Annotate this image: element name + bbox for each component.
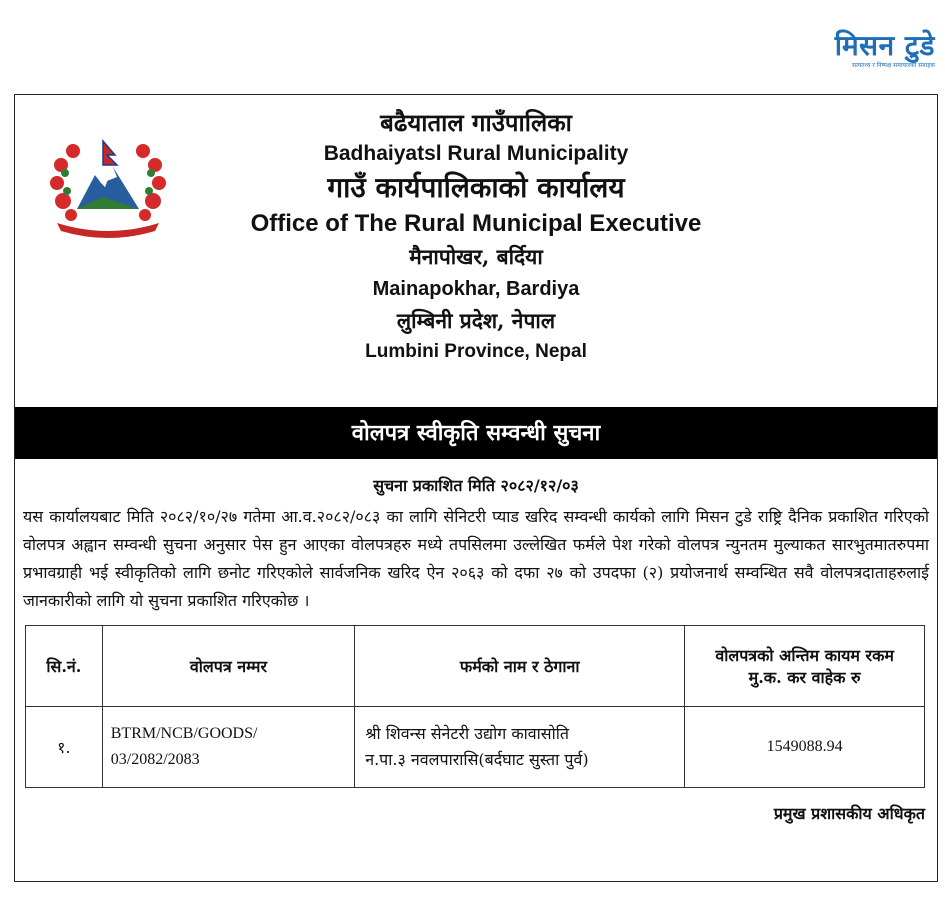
row-bid-number-line1: BTRM/NCB/GOODS/	[110, 725, 258, 742]
notice-document	[14, 94, 938, 882]
office-name-en: Office of The Rural Municipal Executive	[250, 210, 702, 237]
brand-tagline: सत्यतथ्य र निष्पक्ष समाचारको संवाहक	[851, 62, 935, 69]
row-firm	[355, 707, 685, 788]
published-date: सुचना प्रकाशित मिति २०८२/१२/०३	[373, 476, 579, 495]
notice-title-banner: वोलपत्र स्वीकृति सम्वन्धी सुचना	[15, 407, 937, 459]
row-firm-line1: श्री शिवन्स सेनेटरी उद्योग कावासोति	[365, 724, 570, 743]
header-amount-line2: मु.क. कर वाहेक रु	[748, 668, 861, 687]
brand-name: मिसन टुडे	[834, 29, 935, 62]
province-ne: लुम्बिनी प्रदेश, नेपाल	[396, 308, 556, 333]
municipality-name-en: Badhaiyatsl Rural Municipality	[323, 142, 629, 165]
header-sn: सि.नं.	[26, 626, 103, 707]
row-bid-number-line2: 03/2082/2083	[110, 751, 200, 768]
header-amount	[685, 626, 925, 707]
table-row	[26, 707, 925, 788]
row-bid-number	[102, 707, 354, 788]
address-en: Mainapokhar, Bardiya	[372, 278, 580, 300]
row-amount: 1549088.94	[685, 707, 925, 788]
bid-table	[25, 625, 925, 788]
province-en: Lumbini Province, Nepal	[365, 341, 587, 362]
header-lines	[175, 107, 777, 367]
notice-header	[15, 95, 937, 407]
header-amount-line1: वोलपत्रको अन्तिम कायम रकम	[715, 646, 894, 665]
address-ne: मैनापोखर, बर्दिया	[409, 244, 543, 269]
row-sn: १.	[26, 707, 103, 788]
municipality-name-ne: बढैयाताल गाउँपालिका	[380, 108, 572, 137]
header-firm: फर्मको नाम र ठेगाना	[355, 626, 685, 707]
office-name-ne: गाउँ कार्यपालिकाको कार्यालय	[327, 171, 625, 204]
table-header-row	[26, 626, 925, 707]
header-bid-number: वोलपत्र नम्मर	[102, 626, 354, 707]
signature: प्रमुख प्रशासकीय अधिकृत	[773, 804, 925, 823]
row-firm-line2: न.पा.३ नवलपारासि(बर्दघाट सुस्ता पुर्व)	[365, 750, 589, 769]
brand-logo	[807, 30, 935, 78]
nepal-emblem-icon	[43, 131, 173, 241]
notice-body: यस कार्यालयबाट मिति २०८२/१०/२७ गतेमा आ.व.२०८२/०८३ का लागि सेनिटरी प्याड खरिद सम्वन्धी कार्यको लागि मिसन टुडे राष्ट्रि दैनिक प्रकाशित गरिएको वोलपत्र अह्वान सम्वन्धी सुचना अनुसार पेस हुन आएका वोलपत्रहरु मध्ये तपसिलमा उल्लेखित फर्मले पेश गरेको वोलपत्र न्युनतम मुल्याकत सारभुतमातरुपमा प्रभावग्राही भई स्वीकृतिको लागि छनोट गरिएकोले सार्वजनिक खरिद ऐन २०६३ को दफा २७ को उपदफा (२) प्रयोजनार्थ सम्वन्धित सवै वोलपत्रदाताहरुलाई जानकारीको लागि यो सुचना प्रकाशित गरिएकोछ ।	[23, 507, 929, 610]
